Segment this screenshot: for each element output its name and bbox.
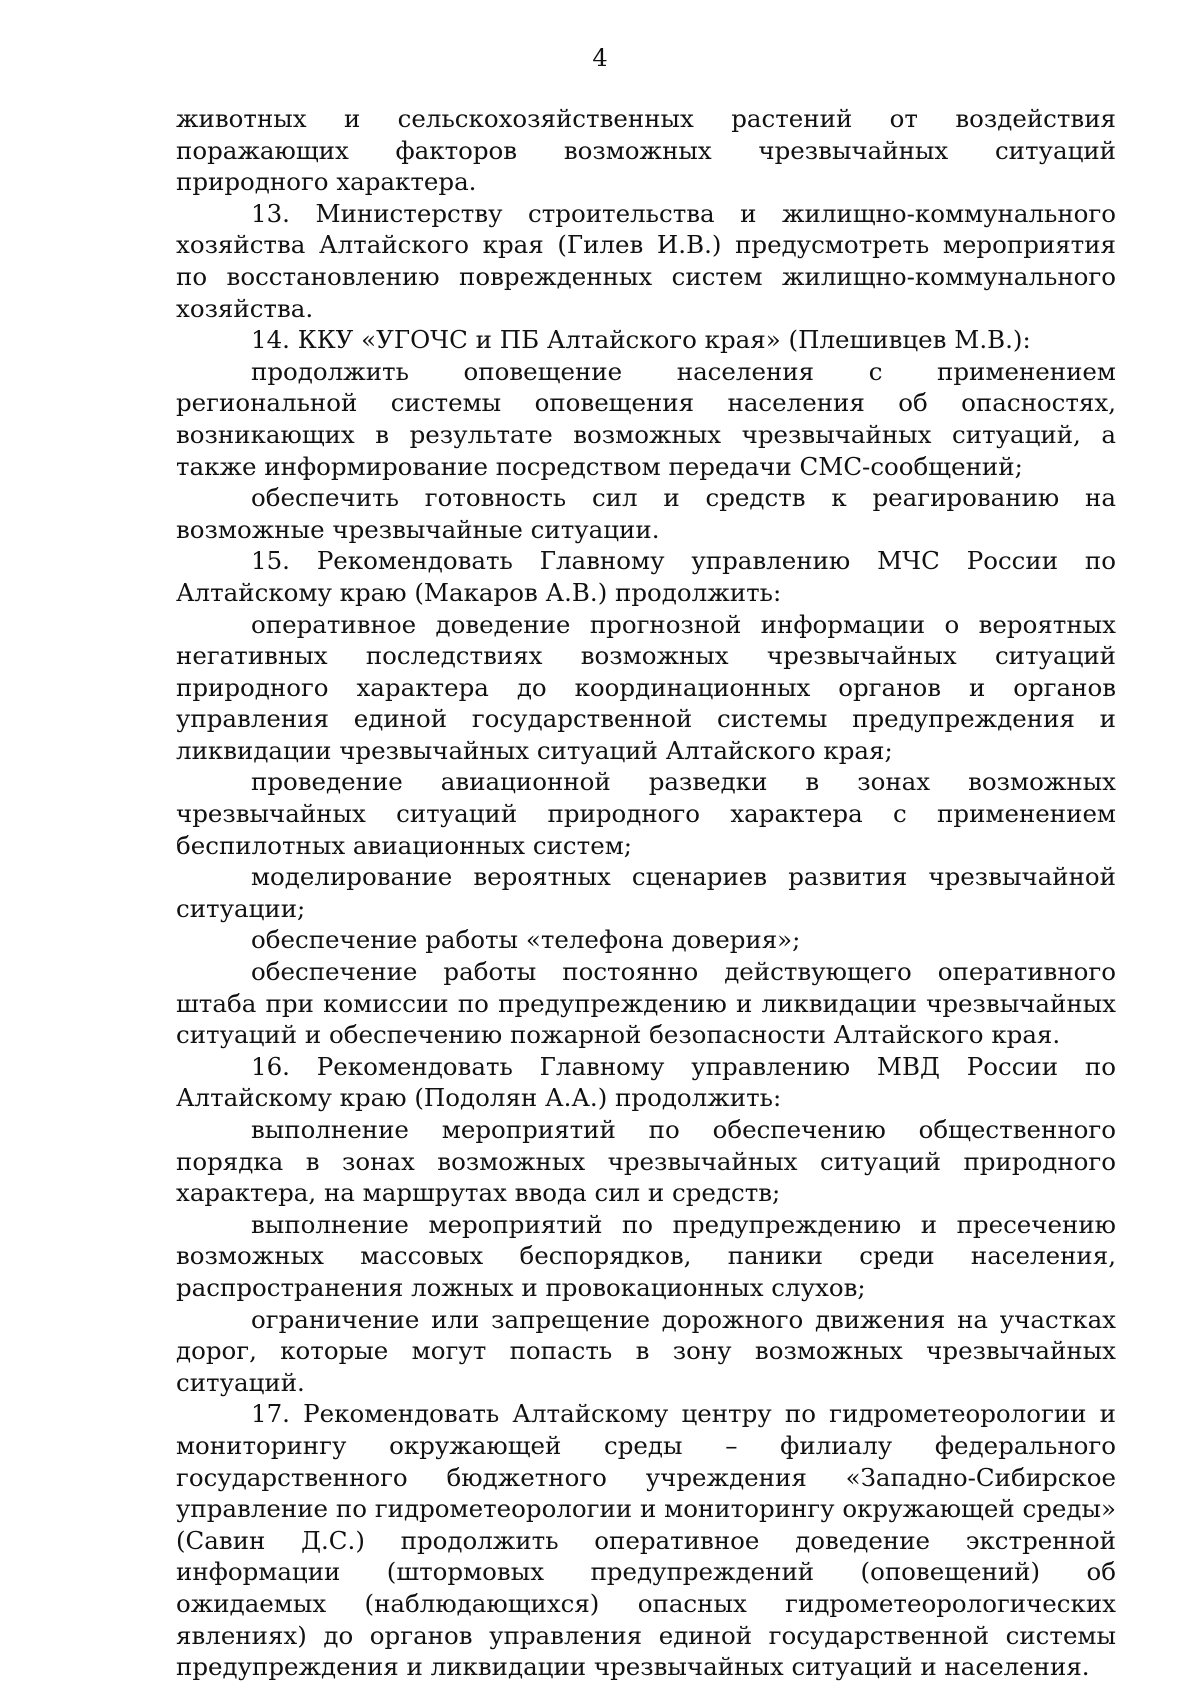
paragraph-item-15-modeling: моделирование вероятных сценариев развития чрезвычайной ситуации; (176, 862, 1116, 923)
paragraph-item-16-riot-prevention: выполнение мероприятий по предупреждению и пресечению возможных массовых беспорядков, паники среди населения, распространения ложных и провокационных слухов; (176, 1209, 1116, 1302)
paragraph-item-15-hotline: обеспечение работы «телефона доверия»; (251, 925, 801, 955)
document-body (176, 103, 1116, 1683)
paragraph-item-15: 15. Рекомендовать Главному управлению МЧС России по Алтайскому краю (Макаров А.В.) продолжить: (176, 546, 1116, 607)
paragraph-item-16-public-order: выполнение мероприятий по обеспечению общественного порядка в зонах возможных чрезвычайных ситуаций природного характера, на маршрутах ввода сил и средств; (176, 1115, 1116, 1208)
paragraph-continuation: животных и сельскохозяйственных растений от воздействия поражающих факторов возможных чрезвычайных ситуаций природного характера. (176, 104, 1116, 197)
paragraph-item-15-aerial-reconnaissance: проведение авиационной разведки в зонах возможных чрезвычайных ситуаций природного характера с применением беспилотных авиационных систем; (176, 767, 1116, 860)
paragraph-item-15-forecast: оперативное доведение прогнозной информации о вероятных негативных последствиях возможных чрезвычайных ситуаций природного характера до координационных органов и органов управления единой государственной системы предупреждения и ликвидации чрезвычайных ситуаций Алтайского края; (176, 609, 1116, 765)
paragraph-item-14: 14. ККУ «УГОЧС и ПБ Алтайского края» (Плешивцев М.В.): (251, 325, 1031, 355)
paragraph-item-17: 17. Рекомендовать Алтайскому центру по гидрометеорологии и мониторингу окружающей среды – филиалу федерального государственного бюджетного учреждения «Западно-Сибирское управление по гидрометеорологии и мониторингу окружающей среды» (Савин Д.С.) продолжить оперативное доведение экстренной информации (штормовых предупреждений (оповещений) об ожидаемых (наблюдающихся) опасных гидрометеорологических явлениях) до органов управления единой государственной системы предупреждения и ликвидации чрезвычайных ситуаций и населения. (176, 1399, 1116, 1682)
page-number: 4 (592, 44, 608, 72)
paragraph-item-16: 16. Рекомендовать Главному управлению МВД России по Алтайскому краю (Подолян А.А.) продолжить: (176, 1051, 1116, 1113)
paragraph-item-13: 13. Министерству строительства и жилищно-коммунального хозяйства Алтайского края (Гилев И.В.) предусмотреть мероприятия по восстановлению поврежденных систем жилищно-коммунального хозяйства. (176, 198, 1116, 323)
paragraph-item-16-traffic-restriction: ограничение или запрещение дорожного движения на участках дорог, которые могут попасть в зону возможных чрезвычайных ситуаций. (176, 1304, 1116, 1397)
paragraph-item-14-notification: продолжить оповещение населения с применением региональной системы оповещения населения об опасностях, возникающих в результате возможных чрезвычайных ситуаций, а также информирование посредством передачи СМС-сообщений; (176, 356, 1116, 481)
paragraph-item-14-readiness: обеспечить готовность сил и средств к реагированию на возможные чрезвычайные ситуации. (176, 483, 1116, 544)
paragraph-item-15-operational-hq: обеспечение работы постоянно действующего оперативного штаба при комиссии по предупреждению и ликвидации чрезвычайных ситуаций и обеспечению пожарной безопасности Алтайского края. (176, 957, 1116, 1050)
